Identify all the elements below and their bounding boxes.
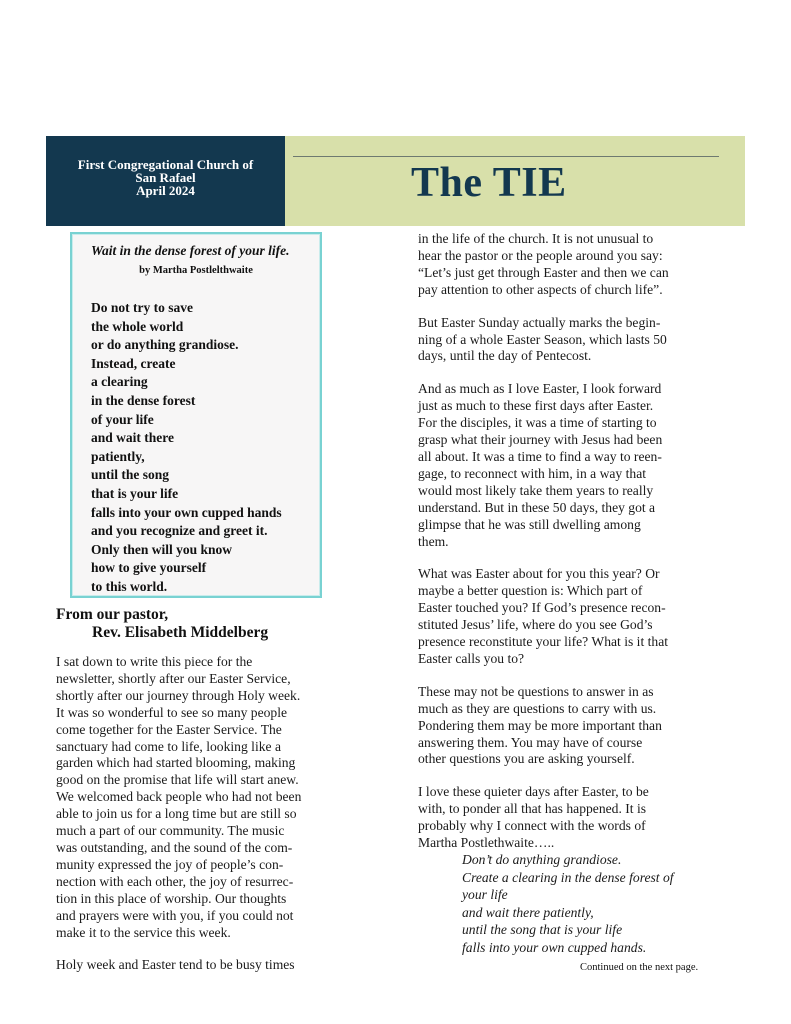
paragraph-line: days, until the day of Pentecost.	[418, 348, 592, 364]
pastor-name: Rev. Elisabeth Middelberg	[92, 624, 269, 641]
paragraph-line: maybe a better question is: Which part of	[418, 583, 643, 599]
paragraph-line: other questions you are asking yourself.	[418, 751, 635, 767]
church-name-line2: San Rafael	[135, 170, 196, 185]
header-divider	[293, 156, 719, 157]
paragraph-line: nection with each other, the joy of resurrec-	[56, 873, 294, 889]
paragraph-line: tion in this place of worship. Our thoughts	[56, 890, 287, 906]
paragraph-line: munity expressed the joy of people’s con-	[56, 856, 284, 872]
paragraph-line: I sat down to write this piece for the	[56, 654, 253, 669]
quote-line: and wait there patiently,	[462, 904, 594, 920]
paragraph-line: understand. But in these 50 days, they got a	[418, 499, 656, 515]
poem-line: falls into your own cupped hands	[91, 504, 282, 520]
poem-byline: by Martha Postlelthwaite	[139, 265, 253, 276]
paragraph-line: It was so wonderful to see so many people	[56, 704, 288, 720]
paragraph-line: Easter touched you? If God’s presence recon-	[418, 600, 666, 616]
paragraph-line: And as much as I love Easter, I look forward	[418, 381, 662, 397]
paragraph-line: all about. It was a time to find a way to reen-	[418, 448, 662, 464]
left-column-text	[56, 654, 378, 974]
issue-date: April 2024	[136, 183, 195, 198]
paragraph-line: probably why I connect with the words of	[418, 818, 646, 834]
paragraph-line: I love these quieter days after Easter, to be	[418, 784, 649, 800]
poem-line: a clearing	[91, 374, 148, 390]
quote-line: Don’t do anything grandiose.	[462, 852, 622, 867]
poem-line: and you recognize and greet it.	[91, 523, 268, 539]
poem-line: the whole world	[91, 318, 184, 334]
poem-line: to this world.	[91, 578, 168, 594]
paragraph-line: ning of a whole Easter Season, which lasts 50	[418, 331, 667, 347]
header-masthead-right	[285, 136, 745, 226]
paragraph-line: with, to ponder all that has happened. It is	[418, 801, 647, 817]
paragraph-line: For the disciples, it was a time of starting to	[418, 415, 657, 431]
paragraph-gap	[56, 941, 378, 957]
church-name-line1: First Congregational Church of	[77, 157, 254, 172]
right-column-text	[418, 231, 748, 852]
paragraph-line: sanctuary had come to life, looking like a	[56, 738, 281, 754]
paragraph-line: would most likely take them years to really	[418, 482, 654, 498]
paragraph-line: pay attention to other aspects of church life”.	[418, 281, 663, 297]
quote-line: your life	[462, 887, 508, 902]
poem-line: Only then will you know	[91, 541, 233, 557]
paragraph-line: newsletter, shortly after our Easter Service,	[56, 670, 291, 686]
paragraph-line: Holy week and Easter tend to be busy times	[56, 957, 295, 973]
paragraph-line: But Easter Sunday actually marks the begin-	[418, 314, 661, 330]
paragraph-gap	[418, 768, 748, 784]
paragraph-line: glimpse that he was still dwelling among	[418, 516, 641, 532]
paragraph-line: and prayers were with you, if you could not	[56, 907, 294, 923]
poem-title: Wait in the dense forest of your life.	[91, 243, 290, 258]
paragraph-gap	[418, 550, 748, 566]
paragraph-line: What was Easter about for you this year? Or	[418, 566, 660, 582]
poem-line: how to give yourself	[91, 560, 207, 576]
paragraph-line: These may not be questions to answer in as	[418, 683, 654, 699]
poem-quote	[462, 851, 674, 956]
paragraph-line: good on the promise that life will start anew.	[56, 772, 299, 788]
header-masthead-left	[46, 136, 285, 226]
paragraph-line: presence reconstitute your life? What is it that	[418, 634, 669, 650]
paragraph-line: stituted Jesus’ life, where do you see God’s	[418, 617, 653, 633]
paragraph-gap	[418, 668, 748, 684]
pastor-heading-label: From our pastor,	[56, 606, 169, 623]
quote-line: Create a clearing in the dense forest of	[462, 869, 674, 885]
paragraph-line: them.	[418, 533, 449, 549]
paragraph-line: able to join us for a long time but are still so	[56, 806, 297, 822]
poem-line: that is your life	[91, 485, 179, 501]
poem-line: patiently,	[91, 448, 145, 464]
continued-note: Continued on the next page.	[580, 962, 699, 973]
paragraph-line: shortly after our journey through Holy week.	[56, 687, 301, 703]
paragraph-line: hear the pastor or the people around you say:	[418, 247, 663, 263]
paragraph-line: Easter calls you to?	[418, 650, 525, 666]
quote-line: falls into your own cupped hands.	[462, 939, 647, 955]
paragraph-line: was outstanding, and the sound of the com-	[56, 839, 293, 855]
paragraph-line: garden which had started blooming, making	[56, 755, 296, 771]
paragraph-line: Martha Postlethwaite…..	[418, 835, 555, 851]
poem-line: Do not try to save	[91, 300, 193, 315]
paragraph-line: come together for the Easter Service. The	[56, 721, 282, 737]
paragraph-line: in the life of the church. It is not unusual to	[418, 231, 654, 246]
paragraph-line: make it to the service this week.	[56, 924, 231, 940]
newsletter-title: The TIE	[411, 160, 567, 206]
quote-line: until the song that is your life	[462, 922, 623, 937]
paragraph-line: answering them. You may have of course	[418, 734, 643, 750]
paragraph-line: Pondering them may be more important than	[418, 717, 662, 733]
paragraph-line: We welcomed back people who had not been	[56, 789, 302, 805]
paragraph-line: much as they are questions to carry with us.	[418, 700, 657, 716]
pastor-heading	[56, 606, 268, 642]
poem-line: Instead, create	[91, 355, 176, 371]
poem-line: or do anything grandiose.	[91, 337, 239, 353]
poem-box	[70, 232, 322, 598]
poem-lines	[91, 299, 282, 597]
paragraph-line: gage, to reconnect with him, in a way that	[418, 465, 647, 481]
paragraph-gap	[418, 365, 748, 381]
paragraph-line: “Let’s just get through Easter and then we can	[418, 264, 669, 280]
paragraph-gap	[418, 299, 748, 315]
poem-line: and wait there	[91, 430, 174, 446]
paragraph-line: grasp what their journey with Jesus had been	[418, 432, 663, 448]
poem-line: of your life	[91, 411, 154, 427]
poem-line: until the song	[91, 467, 170, 483]
paragraph-line: much a part of our community. The music	[56, 823, 285, 839]
poem-line: in the dense forest	[91, 392, 196, 408]
paragraph-line: just as much to these first days after Easter.	[418, 398, 654, 414]
